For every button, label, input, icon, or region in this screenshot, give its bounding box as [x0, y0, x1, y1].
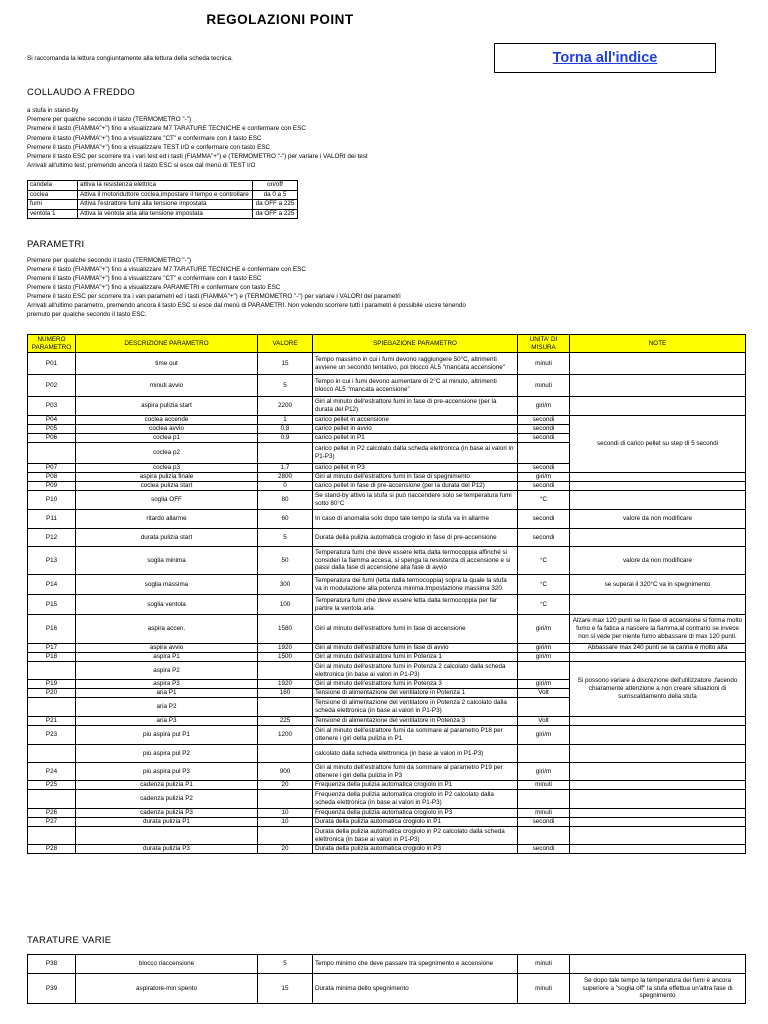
- parameter-row: [28, 745, 746, 763]
- tarature-table: [27, 954, 746, 1004]
- parameter-value: 100: [258, 595, 313, 615]
- parameter-number: P04: [28, 416, 76, 425]
- parameter-description: aspira P2: [76, 662, 258, 680]
- instruction-line: Premere il tasto (FIAMMA"+") fino a visualizzare M7 TARATURE TECNICHE e confermare con ESC: [27, 266, 306, 273]
- parameter-note-empty: [570, 491, 746, 510]
- parameter-description: soglia minima: [76, 547, 258, 575]
- parameter-value: 160: [258, 689, 313, 698]
- col-unit-header: UNITA' DI MISURA: [518, 335, 570, 353]
- parameter-unit: °C: [518, 547, 570, 575]
- parameter-description: aspira avvio: [76, 644, 258, 653]
- parameter-number: P18: [28, 653, 76, 662]
- parameter-row: [28, 781, 746, 790]
- parameter-explanation: Tempo minimo che deve passare tra spegnimento e accensione: [313, 955, 518, 974]
- parameter-unit: giri/m: [518, 397, 570, 416]
- parameter-description: blocco riaccensione: [76, 955, 258, 974]
- parameter-value: 5: [258, 375, 313, 397]
- parameter-note-empty: [570, 790, 746, 809]
- parameter-number: P12: [28, 529, 76, 547]
- parameter-number: P07: [28, 464, 76, 473]
- parameter-description: time out: [76, 353, 258, 375]
- test-name: ventola 1: [28, 209, 78, 219]
- parameter-description: [76, 827, 258, 845]
- parameter-value: 0,9: [258, 434, 313, 443]
- parameters-table: [27, 334, 746, 854]
- parameter-description: cadenza pulizia P1: [76, 781, 258, 790]
- instruction-line: Premere il tasto (FIAMMA"+") fino a visualizzare "CT" e confermare con il tasto ESC: [27, 134, 262, 142]
- instruction-line: Premere il tasto (FIAMMA"+") fino a visualizzare M7 TARATURE TECNICHE e confermare con ESC: [27, 125, 306, 133]
- instruction-line: Premere il tasto (FIAMMA"+") fino a visualizzare PARAMETRI e confermare con tasto ESC: [27, 284, 281, 291]
- parameter-note-empty: [570, 353, 746, 375]
- parameter-description: coclea p3: [76, 464, 258, 473]
- parameter-explanation: In caso di anomalia solo dopo tale tempo la stufa va in allarme: [313, 510, 518, 529]
- parameter-note: valore da non modificare: [570, 510, 746, 529]
- parameter-note-empty: [570, 529, 746, 547]
- parameter-unit: °C: [518, 575, 570, 595]
- parameter-explanation: Durata della pulizia automatica crogiolo in P1: [313, 818, 518, 827]
- parameter-unit: giri/m: [518, 726, 570, 745]
- instruction-line: Premere il tasto ESC per scorrere tra i vari parametri ed i tasti (FIAMMA"+") e (TERMOMETRO "-") per variare i VALORI dei parametri: [27, 293, 401, 300]
- parameter-note: Alzare max 120 punti se in fase di accensione si forma molto fumo e fa fatica a nascere la fiamma,al contrario se invece non si vede per niente fumo abbassare di max 120 punti.: [570, 615, 746, 644]
- parameter-row: [28, 575, 746, 595]
- test-range: da OFF a 225: [253, 200, 298, 210]
- parameter-number: P20: [28, 689, 76, 698]
- parameter-description: aria P1: [76, 689, 258, 698]
- parameter-note-empty: [570, 781, 746, 790]
- parameter-note-empty: [570, 375, 746, 397]
- parameter-description: minuti avvio: [76, 375, 258, 397]
- parameter-value: 5: [258, 955, 313, 974]
- tarature-row: [28, 955, 746, 974]
- parameter-explanation: Giri al minuto dell'estrattore fumi in fase di pre-accensione (per la durata del P12): [313, 397, 518, 416]
- parameter-unit: [518, 662, 570, 680]
- test-io-table: [27, 180, 298, 219]
- parameter-value: 10: [258, 809, 313, 818]
- parameter-description: soglia massima: [76, 575, 258, 595]
- parameter-description: più aspira pul P1: [76, 726, 258, 745]
- parameter-row: [28, 353, 746, 375]
- instruction-line: premuto per qualche secondo il tasto ESC.: [27, 311, 147, 318]
- parameter-description: aspira accen.: [76, 615, 258, 644]
- parameter-value: 300: [258, 575, 313, 595]
- parameter-description: soglia OFF: [76, 491, 258, 510]
- parameter-row: [28, 763, 746, 781]
- parameter-value: 20: [258, 781, 313, 790]
- parameter-unit: giri/m: [518, 763, 570, 781]
- test-row: [28, 190, 298, 200]
- parameter-description: più aspira pul P3: [76, 763, 258, 781]
- parameter-row: [28, 397, 746, 416]
- parameter-number: P11: [28, 510, 76, 529]
- parameter-description: coclea p2: [76, 443, 258, 464]
- parametri-heading: PARAMETRI: [27, 239, 85, 250]
- parameter-unit: Volt: [518, 717, 570, 726]
- parameter-unit: giri/m: [518, 680, 570, 689]
- parameter-row: [28, 662, 746, 680]
- parameter-row: [28, 491, 746, 510]
- parameter-description: coclea avvio: [76, 425, 258, 434]
- parameter-explanation: Tempo massimo in cui i fumi devono raggiungere 50°C, altrimenti avviene un secondo tentativo, poi blocco AL5 "mancata accensione": [313, 353, 518, 375]
- parameter-value: 5: [258, 529, 313, 547]
- parameter-number: [28, 745, 76, 763]
- parameter-row: [28, 726, 746, 745]
- parameter-explanation: Frequenza della pulizia automatica crogiolo in P1: [313, 781, 518, 790]
- parameter-explanation: Durata della pulizia automatica crogiolo in P2 calcolato dalla scheda elettronica (in base ai valori in P1-P3): [313, 827, 518, 845]
- parameter-note-empty: [570, 482, 746, 491]
- parameter-description: più aspira pul P2: [76, 745, 258, 763]
- parameter-number: P25: [28, 781, 76, 790]
- parameter-description: aspira pulizia finale: [76, 473, 258, 482]
- parameter-number: P27: [28, 818, 76, 827]
- parameter-description: soglia ventola: [76, 595, 258, 615]
- parameter-row: [28, 653, 746, 662]
- parameter-row: [28, 510, 746, 529]
- parameter-unit: [518, 698, 570, 717]
- parameter-explanation: carico pellet in P3: [313, 464, 518, 473]
- parameter-description: aspira pulizia start: [76, 397, 258, 416]
- parameter-number: P21: [28, 717, 76, 726]
- parameter-unit: secondi: [518, 425, 570, 434]
- parameter-description: coclea pulizia start: [76, 482, 258, 491]
- parameter-row: [28, 717, 746, 726]
- parameter-unit: minuti: [518, 955, 570, 974]
- parameter-note-empty: [570, 809, 746, 818]
- parameter-number: P03: [28, 397, 76, 416]
- parameter-explanation: Giri al minuto dell'estrattore fumi in fase di spegnimento: [313, 473, 518, 482]
- parameter-value: [258, 443, 313, 464]
- parameter-explanation: Se stand-by attivo la stufa si può riaccendere solo se temperatura fumi sotto 80°C: [313, 491, 518, 510]
- parameter-value: 60: [258, 510, 313, 529]
- parameter-number: P16: [28, 615, 76, 644]
- parameter-unit: secondi: [518, 434, 570, 443]
- parameter-row: [28, 416, 746, 425]
- parameter-value: 1500: [258, 653, 313, 662]
- parameter-row: [28, 473, 746, 482]
- parameter-unit: minuti: [518, 353, 570, 375]
- parameter-explanation: carico pellet in accensione: [313, 416, 518, 425]
- tarature-row: [28, 974, 746, 1004]
- parameter-explanation: carico pellet in fase di pre-accensione (per la durata del P12): [313, 482, 518, 491]
- parameter-unit: secondi: [518, 464, 570, 473]
- test-name: candela: [28, 181, 78, 191]
- parameter-description: cadenza pulizia P2: [76, 790, 258, 809]
- tarature-heading: TARATURE VARIE: [27, 935, 112, 946]
- col-value-header: VALORE: [258, 335, 313, 353]
- parameter-value: 50: [258, 547, 313, 575]
- parameter-explanation: Durata della pulizia automatica crogiolo in P3: [313, 845, 518, 854]
- parameter-explanation: Giri al minuto dell'estrattore fumi in Potenza 2 calcolato dalla scheda elettronica (in base ai valori in P1-P3): [313, 662, 518, 680]
- parameter-number: [28, 443, 76, 464]
- test-range: on/off: [253, 181, 298, 191]
- parameter-description: durata pulizia P3: [76, 845, 258, 854]
- col-description-header: DESCRIZIONE PARAMETRO: [76, 335, 258, 353]
- parameter-value: 1920: [258, 680, 313, 689]
- col-explanation-header: SPIEGAZIONE PARAMETRO: [313, 335, 518, 353]
- parameter-unit: [518, 745, 570, 763]
- parameter-value: 1,7: [258, 464, 313, 473]
- parameter-value: 1920: [258, 644, 313, 653]
- parameter-row: [28, 615, 746, 644]
- parameter-number: P10: [28, 491, 76, 510]
- parameter-note-empty: [570, 653, 746, 662]
- parameter-unit: Volt: [518, 689, 570, 698]
- parameter-note: se superai il 320°C va in spegnimento: [570, 575, 746, 595]
- test-row: [28, 209, 298, 219]
- parameter-explanation: Temperatura fumi che deve essere letta dalla termocoppia affinché si consideri la fiamma accesa, si spenga la resistenza di accensione e si passi dalla fase di accensione alla fase di avvio: [313, 547, 518, 575]
- parameter-value: 15: [258, 974, 313, 1004]
- parameter-note-empty: [570, 845, 746, 854]
- parameter-value: 1200: [258, 726, 313, 745]
- test-name: fumi: [28, 200, 78, 210]
- parameter-description: aspira P1: [76, 653, 258, 662]
- col-number-header: NUMERO PARAMETRO: [28, 335, 76, 353]
- parameter-explanation: Tensione di alimentazione del ventilatore in Potenza 2 calcolato dalla scheda elettronica (in base ai valori in P1-P3): [313, 698, 518, 717]
- parameter-row: [28, 375, 746, 397]
- parameter-unit: giri/m: [518, 473, 570, 482]
- parameter-unit: secondi: [518, 510, 570, 529]
- parameter-description: aria P3: [76, 717, 258, 726]
- parameter-number: P24: [28, 763, 76, 781]
- test-description: attiva la resistenza elettrica: [78, 181, 253, 191]
- parameter-note-empty: [570, 595, 746, 615]
- parameter-explanation: Frequenza della pulizia automatica crogiolo in P2 calcolato dalla scheda elettronica (in base ai valori in P1-P3): [313, 790, 518, 809]
- parameter-value: 10: [258, 818, 313, 827]
- parameter-unit: secondi: [518, 529, 570, 547]
- parameter-number: P26: [28, 809, 76, 818]
- instruction-line: Premere per qualche secondo il tasto (TERMOMETRO "-"): [27, 116, 192, 124]
- parameter-number: P17: [28, 644, 76, 653]
- parameter-unit: giri/m: [518, 615, 570, 644]
- parameter-unit: °C: [518, 491, 570, 510]
- parameter-note-empty: [570, 726, 746, 745]
- instruction-line: Arrivati all'ultimo parametro, premendo ancora il tasto ESC si esce dal menù di PARAMETRI. Non volendo scorrere tutti i parametri è possibile uscire tenendo: [27, 302, 466, 309]
- parameter-description: ritardo allarme: [76, 510, 258, 529]
- parameter-number: P01: [28, 353, 76, 375]
- parameter-note: Se dopo tale tempo la temperatura dei fumi è ancora superiore a "soglia off" la stufa effettua un'altra fase di spegnimento: [570, 974, 746, 1004]
- parameter-explanation: Giri al minuto dell'estrattore fumi in Potenza 1: [313, 653, 518, 662]
- parameter-unit: giri/m: [518, 644, 570, 653]
- parameter-explanation: Temperatura dei fumi (letta dalla termocoppia) sopra la quale la stufa va in modulazione alla potenza minima.Impostazione massima 320: [313, 575, 518, 595]
- parameter-note: [570, 955, 746, 974]
- parameter-unit: [518, 790, 570, 809]
- parameter-number: P09: [28, 482, 76, 491]
- test-description: Attiva la ventola aria alla tensione impostata: [78, 209, 253, 219]
- parameter-note-empty: [570, 717, 746, 726]
- parameter-note: Si possono variare a discrezione dell'utilizzatore ,facendo chiaramente attenzione a non creare situazioni di surriscaldamento della stufa: [570, 662, 746, 717]
- parameter-number: [28, 662, 76, 680]
- parameter-value: 0: [258, 482, 313, 491]
- collaudo-heading: COLLAUDO A FREDDO: [27, 87, 136, 98]
- parameter-number: P39: [28, 974, 76, 1004]
- parameter-explanation: Tensione di alimentazione del ventilatore in Potenza 1: [313, 689, 518, 698]
- instruction-line: Premere per qualche secondo il tasto (TERMOMETRO "-"): [27, 257, 192, 264]
- parameter-description: durata pulizia P1: [76, 818, 258, 827]
- test-range: da OFF a 225: [253, 209, 298, 219]
- parameter-number: P05: [28, 425, 76, 434]
- parameter-unit: [518, 443, 570, 464]
- parameter-description: aspiratore-min spento: [76, 974, 258, 1004]
- test-name: coclea: [28, 190, 78, 200]
- parameter-row: [28, 790, 746, 809]
- test-row: [28, 200, 298, 210]
- parameter-row: [28, 818, 746, 827]
- parameter-value: 2200: [258, 397, 313, 416]
- parameter-unit: minuti: [518, 974, 570, 1004]
- parameter-note-empty: [570, 473, 746, 482]
- parameter-number: [28, 790, 76, 809]
- instruction-line: a stufa in stand-by: [27, 107, 79, 114]
- parameter-unit: secondi: [518, 818, 570, 827]
- parameter-note-empty: [570, 827, 746, 845]
- parameter-unit: minuti: [518, 781, 570, 790]
- parameter-value: [258, 745, 313, 763]
- parameter-number: P19: [28, 680, 76, 689]
- instruction-line: Premere il tasto (FIAMMA"+") fino a visualizzare "CT" e confermare con il tasto ESC: [27, 275, 262, 282]
- parameter-row: [28, 482, 746, 491]
- instruction-line: Premere il tasto ESC per scorrere tra i vari test ed i tasti (FIAMMA"+") e (TERMOMETRO "-") per variare i VALORI dei test: [27, 153, 368, 160]
- parameter-unit: secondi: [518, 482, 570, 491]
- parameter-explanation: Temperatura fumi che deve essere letta dalla termocoppia per far partire la ventola aria: [313, 595, 518, 615]
- test-range: da 0 a 5: [253, 190, 298, 200]
- parameter-value: [258, 698, 313, 717]
- parameter-unit: minuti: [518, 375, 570, 397]
- parameter-value: [258, 790, 313, 809]
- parameter-number: P13: [28, 547, 76, 575]
- parameter-note-empty: [570, 397, 746, 416]
- parameter-explanation: Giri al minuto dell'estrattore fumi in fase di avvio: [313, 644, 518, 653]
- parameter-row: [28, 644, 746, 653]
- parameter-unit: secondi: [518, 416, 570, 425]
- parameter-explanation: Frequenza della pulizia automatica crogiolo in P3: [313, 809, 518, 818]
- parameter-value: 20: [258, 845, 313, 854]
- parameter-number: P38: [28, 955, 76, 974]
- parameter-explanation: Giri al minuto dell'estrattore fumi in Potenza 3: [313, 680, 518, 689]
- parameter-explanation: Durata minima dello spegnimento: [313, 974, 518, 1004]
- parameter-value: 900: [258, 763, 313, 781]
- parameter-row: [28, 827, 746, 845]
- page-title: REGOLAZIONI POINT: [206, 12, 354, 27]
- parameter-note: Abbassare max 240 punti se la canna è molto alta: [570, 644, 746, 653]
- parameter-unit: °C: [518, 595, 570, 615]
- parameter-row: [28, 845, 746, 854]
- parameter-number: P23: [28, 726, 76, 745]
- col-notes-header: NOTE: [570, 335, 746, 353]
- parameter-explanation: Giri al minuto dell'estrattore fumi in fase di accensione: [313, 615, 518, 644]
- parameter-description: cadenza pulizia P3: [76, 809, 258, 818]
- parameter-note-empty: [570, 818, 746, 827]
- parameter-value: 0,8: [258, 425, 313, 434]
- parameter-row: [28, 595, 746, 615]
- parameter-explanation: carico pellet in avvio: [313, 425, 518, 434]
- parameter-row: [28, 547, 746, 575]
- parameter-note-empty: [570, 745, 746, 763]
- test-row: [28, 181, 298, 191]
- test-description: Attiva il motoriduttore coclea,impostare il tempo e controllare: [78, 190, 253, 200]
- parameter-explanation: calcolato dalla scheda elettronica (in base ai valori in P1-P3): [313, 745, 518, 763]
- parameter-number: P14: [28, 575, 76, 595]
- parameter-description: coclea accende: [76, 416, 258, 425]
- back-to-index-link[interactable]: Torna all'indice: [494, 43, 716, 73]
- parameter-value: 2800: [258, 473, 313, 482]
- parameter-value: 1: [258, 416, 313, 425]
- parameter-unit: minuti: [518, 809, 570, 818]
- parameter-number: P08: [28, 473, 76, 482]
- parameter-explanation: carico pellet in P2 calcolato dalla scheda elettronica (in base ai valori in P1-P3): [313, 443, 518, 464]
- parameter-number: P06: [28, 434, 76, 443]
- instruction-line: Premere il tasto (FIAMMA"+") fino a visualizzare TEST I/O e confermare con tasto ESC: [27, 143, 271, 151]
- parameter-row: [28, 809, 746, 818]
- parameter-number: P15: [28, 595, 76, 615]
- parameter-value: 15: [258, 353, 313, 375]
- parameter-value: [258, 827, 313, 845]
- parameter-value: 80: [258, 491, 313, 510]
- instruction-line: Arrivati all'ultimo test, premendo ancora il tasto ESC si esce dal menù di TEST I/O: [27, 162, 256, 170]
- recommendation-note: Si raccomanda la lettura congiuntamente alla lettura della scheda tecnica.: [27, 55, 233, 62]
- parameter-description: coclea p1: [76, 434, 258, 443]
- parameter-unit: secondi: [518, 845, 570, 854]
- parameter-note: secondi di carico pellet su step di 5 secondi: [570, 416, 746, 473]
- parameter-number: [28, 698, 76, 717]
- parameter-description: aspira P3: [76, 680, 258, 689]
- parameter-note: valore da non modificare: [570, 547, 746, 575]
- parameter-description: aria P2: [76, 698, 258, 717]
- parameter-number: P02: [28, 375, 76, 397]
- parameter-number: [28, 827, 76, 845]
- parameter-explanation: carico pellet in P1: [313, 434, 518, 443]
- parameter-number: P28: [28, 845, 76, 854]
- parameter-explanation: Durata della pulizia automatica crogiolo in fase di pre-accensione: [313, 529, 518, 547]
- parameter-unit: [518, 827, 570, 845]
- parameter-value: 225: [258, 717, 313, 726]
- parameter-value: 1580: [258, 615, 313, 644]
- parameter-note-empty: [570, 763, 746, 781]
- parameter-explanation: Tensione di alimentazione del ventilatore in Potenza 3: [313, 717, 518, 726]
- parameter-explanation: Giri al minuto dell'estrattore fumi da sommare al parametro P18 per ottenere i giri della pulizia in P1: [313, 726, 518, 745]
- parameter-explanation: Giri al minuto dell'estrattore fumi da sommare al parametro P19 per ottenere i giri della pulizia in P3: [313, 763, 518, 781]
- parameter-unit: giri/m: [518, 653, 570, 662]
- parameter-value: [258, 662, 313, 680]
- parameter-description: durata pulizia start: [76, 529, 258, 547]
- parameter-row: [28, 529, 746, 547]
- parameter-explanation: Tempo in cui i fumi devono aumentare di 2°C al minuto, altrimenti blocco AL5 "mancata accensione": [313, 375, 518, 397]
- test-description: Attiva l'estrattore fumi alla tensione impostata: [78, 200, 253, 210]
